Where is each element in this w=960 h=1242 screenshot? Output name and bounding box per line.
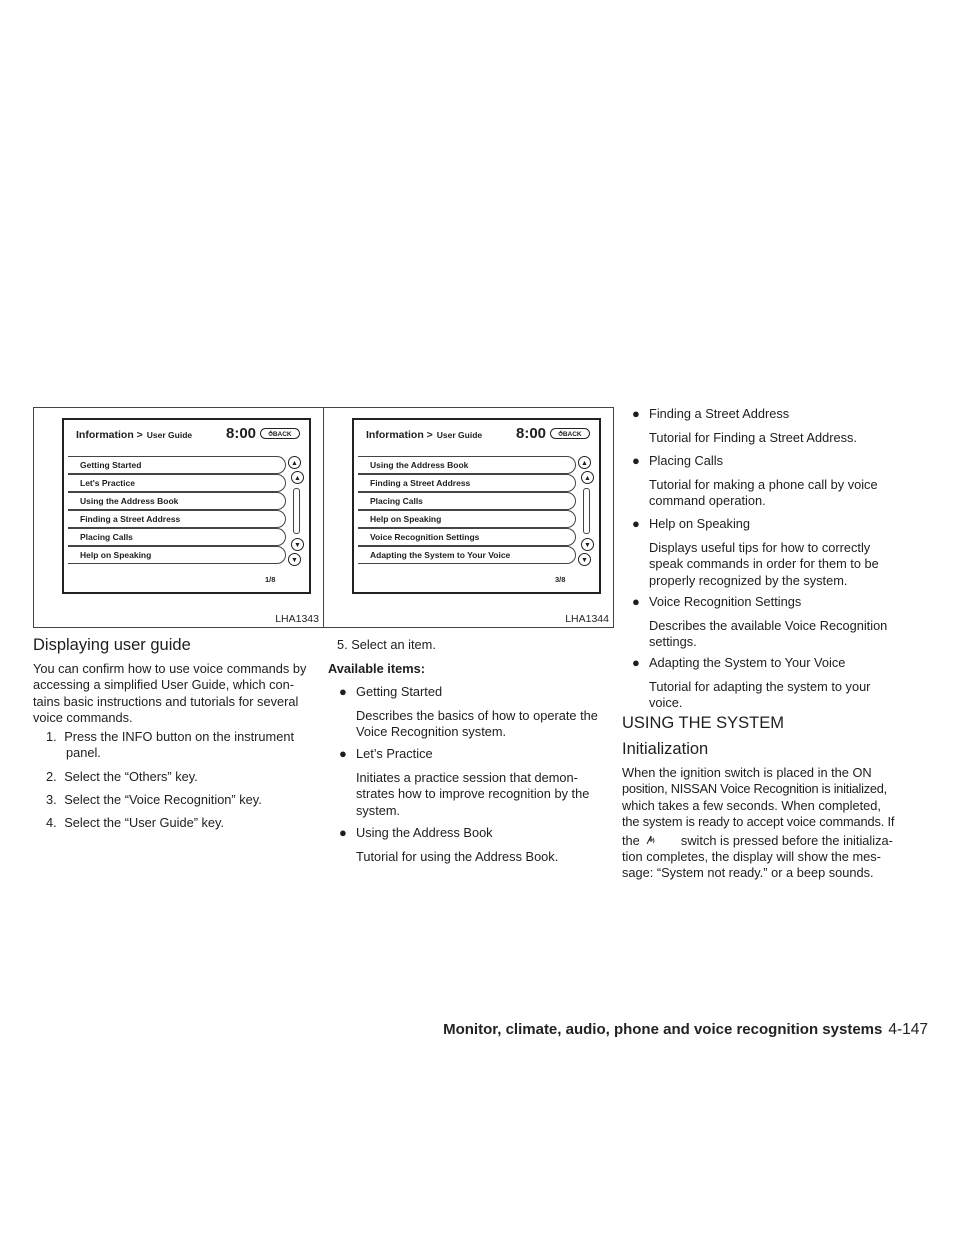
menu-item[interactable]: Voice Recognition Settings [358,528,576,546]
bullet-icon: ● [632,406,640,421]
scrollbar[interactable] [583,488,590,534]
figure-caption: LHA1344 [565,613,609,625]
bullet-icon: ● [632,453,640,468]
bullet-using-address-book [339,825,493,841]
bullet-help-on-speaking [632,516,751,532]
menu-item[interactable]: Let's Practice [68,474,286,492]
bullet-placing-calls [632,453,723,469]
available-items-heading: Available items: [328,661,425,676]
step-4 [46,815,224,831]
page-number: 4-147 [888,1021,928,1038]
text-line: accessing a simplified User Guide, which con- [33,677,295,693]
back-button[interactable]: ⥀BACK [260,428,300,439]
text-line: Displays useful tips for how to correctly [649,540,871,555]
page-footer [443,1021,928,1039]
text-line: Select the “Voice Recognition” key. [64,792,262,807]
menu-item[interactable]: Getting Started [68,456,286,474]
text-line: tion completes, the display will show the mes- [622,849,881,865]
text-line: speak commands in order for them to be [649,556,879,572]
section-heading-displaying-user-guide: Displaying user guide [33,636,191,654]
page-up-icon[interactable]: ▲ [288,456,301,469]
intro-paragraph [33,661,323,727]
text-line: Voice Recognition system. [356,724,507,740]
scroll-rail [288,456,306,566]
page-down-icon[interactable]: ▼ [288,553,301,566]
page-indicator: 1/8 [265,575,276,584]
scroll-up-icon[interactable]: ▲ [581,471,594,484]
bullet-label: Adapting the System to Your Voice [649,655,846,670]
page-down-icon[interactable]: ▼ [578,553,591,566]
text-line: Tutorial for using the Address Book. [356,849,559,864]
text-line: You can confirm how to use voice commands by [33,661,307,676]
text-line: Press the INFO button on the instrument [64,729,294,744]
screen-menu-list [358,456,576,564]
scroll-down-icon[interactable]: ▼ [291,538,304,551]
menu-item[interactable]: Using the Address Book [358,456,576,474]
scroll-down-icon[interactable]: ▼ [581,538,594,551]
section-heading-using-the-system: USING THE SYSTEM [622,714,784,732]
initialization-paragraph [622,765,897,882]
desc-voice-recognition-settings [649,618,895,651]
bullet-icon: ● [339,684,347,699]
text-line: Describes the basics of how to operate the [356,708,598,723]
text-line: Describes the available Voice Recognition [649,618,888,633]
menu-item[interactable]: Using the Address Book [68,492,286,510]
bullet-icon: ● [632,594,640,609]
figure-caption: LHA1343 [275,613,319,625]
bullet-finding-street-address [632,406,790,422]
step-2 [46,769,198,785]
text-line: the system is ready to accept voice commands. If [622,814,895,830]
page-up-icon[interactable]: ▲ [578,456,591,469]
text-line: position, NISSAN Voice Recognition is initialized, [622,781,887,797]
text-fragment: the [622,832,640,848]
text-line: Tutorial for Finding a Street Address. [649,430,857,445]
bullet-label: Getting Started [356,684,443,699]
step-number: 3. [46,792,57,807]
footer-title: Monitor, climate, audio, phone and voice recognition systems [443,1021,883,1038]
text-line: panel. [66,745,101,761]
bullet-icon: ● [632,655,640,670]
step-number: 1. [46,729,57,744]
bullet-icon: ● [632,516,640,531]
text-line: command operation. [649,493,766,509]
scrollbar[interactable] [293,488,300,534]
text-fragment: switch is pressed before the initializa- [680,832,893,848]
bullet-lets-practice [339,746,433,762]
bullet-label: Placing Calls [649,453,723,468]
menu-item[interactable]: Finding a Street Address [68,510,286,528]
desc-help-on-speaking [649,540,895,589]
text-line: strates how to improve recognition by the [356,786,590,802]
screen-clock: 8:00 [226,425,257,442]
screen-display [62,418,311,594]
screen-header [354,420,599,448]
bullet-icon: ● [339,825,347,840]
figure-user-guide-page-1 [33,407,324,628]
text-line: settings. [649,634,697,650]
text-line: system. [356,802,401,818]
text-line-with-icon [622,833,897,849]
desc-finding-street-address [649,430,895,446]
desc-adapting-system [649,679,895,712]
scroll-up-icon[interactable]: ▲ [291,471,304,484]
screen-menu-list [68,456,286,564]
figure-user-guide-page-3 [323,407,614,628]
desc-lets-practice [356,770,601,819]
bullet-label: Help on Speaking [649,516,751,531]
screen-clock: 8:00 [516,425,547,442]
bullet-label: Voice Recognition Settings [649,594,802,609]
text-line: Tutorial for making a phone call by voice [649,477,878,492]
desc-using-address-book [356,849,601,865]
step-number: 2. [46,769,57,784]
step-number: 4. [46,815,57,830]
text-line: tains basic instructions and tutorials for several [33,693,299,709]
screen-header [64,420,309,448]
back-button[interactable]: ⥀BACK [550,428,590,439]
menu-item[interactable]: Help on Speaking [358,510,576,528]
menu-item[interactable]: Placing Calls [358,492,576,510]
talk-switch-icon [645,834,657,846]
text-line: Select the “Others” key. [64,769,198,784]
subheading-initialization: Initialization [622,740,709,758]
text-line: Select the “User Guide” key. [64,815,225,830]
screen-subtitle: User Guide [436,430,483,440]
step-3 [46,792,262,808]
text-line: Initiates a practice session that demon- [356,770,578,785]
bullet-icon: ● [339,746,347,761]
screen-title: Information > User Guide [76,429,193,441]
text-line: which takes a few seconds. When completed, [622,797,881,813]
menu-item[interactable]: Adapting the System to Your Voice [358,546,576,564]
text-line: voice. [649,695,683,711]
bullet-label: Using the Address Book [356,825,493,840]
text-line: voice commands. [33,710,133,726]
desc-placing-calls [649,477,895,510]
screen-title: Information > User Guide [366,429,483,441]
desc-getting-started [356,708,601,741]
bullet-label: Finding a Street Address [649,406,790,421]
text-line: sage: “System not ready.” or a beep sounds. [622,865,874,881]
bullet-adapting-system [632,655,846,671]
menu-item[interactable]: Help on Speaking [68,546,286,564]
step-5: 5. Select an item. [337,637,436,652]
menu-item[interactable]: Placing Calls [68,528,286,546]
menu-item[interactable]: Finding a Street Address [358,474,576,492]
bullet-voice-recognition-settings [632,594,802,610]
screen-subtitle: User Guide [146,430,193,440]
page-indicator: 3/8 [555,575,566,584]
text-line: properly recognized by the system. [649,572,848,588]
screen-display [352,418,601,594]
text-line: Tutorial for adapting the system to your [649,679,871,694]
bullet-getting-started [339,684,443,700]
step-1 [46,729,294,762]
bullet-label: Let’s Practice [356,746,433,761]
text-line: When the ignition switch is placed in the ON [622,765,872,780]
scroll-rail [578,456,596,566]
